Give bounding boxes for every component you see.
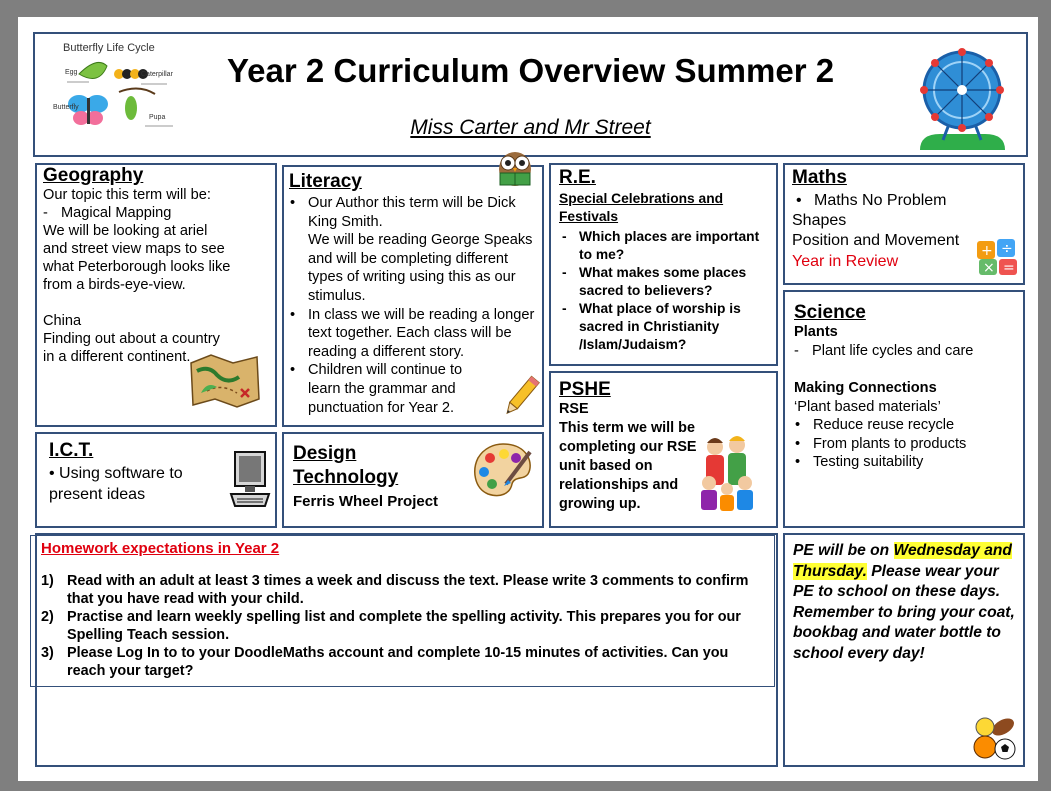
pshe-sub: RSE [559, 401, 589, 417]
ict-heading: I.C.T. [49, 440, 94, 461]
geography-china-line: Finding out about a country [43, 331, 220, 347]
homework-item: 3) Please Log In to to your DoodleMaths account and complete 10-15 minutes of activities. Can you reach your target? [41, 645, 729, 679]
homework-item: 1) Read with an adult at least 3 times a week and discuss the text. Please write 3 comments to confirm that you have read with your child. [41, 573, 749, 607]
pshe-box [549, 371, 778, 528]
pencil-icon [500, 373, 544, 426]
teacher-names: Miss Carter and Mr Street [410, 116, 651, 139]
computer-icon [229, 450, 271, 515]
geography-line: We will be looking at ariel [43, 223, 208, 239]
maths-box [783, 163, 1025, 285]
science-item: • Testing suitability [813, 453, 1020, 472]
science-quote: ‘Plant based materials’ [794, 399, 941, 415]
maths-line: Shapes [792, 212, 847, 229]
ict-bullet-row: • Using software to present ideas [49, 465, 183, 503]
literacy-item: • Our Author this term will be Dick King Smith. We will be reading George Speaks and will be completing different types of writing using this as our stimulus. [308, 194, 539, 306]
ict-bullet: Using software to present ideas [49, 465, 183, 503]
design-heading-1: Design [293, 443, 357, 464]
page-title: Year 2 Curriculum Overview Summer 2 [226, 52, 835, 89]
re-item: - Which places are important to me? [579, 228, 774, 264]
pe-prefix: PE will be on [793, 542, 894, 559]
re-box [549, 163, 778, 366]
lifecycle-pupa-label: Pupa [149, 114, 166, 121]
svg-text:=: = [1003, 260, 1015, 276]
science-heading: Science [794, 302, 866, 323]
family-group-icon [697, 433, 757, 520]
science-sub-plants: Plants [794, 324, 838, 340]
geography-topic-row: - Magical Mapping [43, 205, 172, 221]
science-sub-connections: Making Connections [794, 380, 937, 396]
re-item: - What place of worship is sacred in Christianity /Islam/Judaism? [579, 300, 774, 354]
pe-box [783, 533, 1025, 767]
maths-bullet: • Maths No Problem [814, 190, 1020, 211]
geography-china: China [43, 313, 82, 329]
pe-reminder: Remember to bring your coat, bookbag and water bottle to school every day! [793, 603, 1015, 662]
lifecycle-caterpillar-label: Caterpillar [141, 71, 173, 78]
lifecycle-butterfly-label: Butterfly [53, 104, 79, 111]
geography-line: from a birds-eye-view. [43, 277, 186, 293]
design-heading-2: Technology [293, 467, 399, 488]
ferris-wheel-icon [915, 42, 1010, 152]
homework-inner-box [30, 535, 775, 687]
header-box [33, 32, 1028, 157]
lifecycle-title: Butterfly Life Cycle [63, 42, 155, 54]
literacy-item: • In class we will be reading a longer text together. Each class will be reading a different story. [308, 306, 539, 362]
science-dash-item: - Plant life cycles and care [794, 343, 974, 359]
pe-message [793, 541, 1021, 603]
geography-line: and street view maps to see [43, 241, 225, 257]
literacy-box [282, 165, 544, 427]
geography-topic: Magical Mapping [61, 205, 172, 221]
literacy-heading: Literacy [289, 171, 362, 192]
maths-line: Position and Movement [792, 232, 960, 249]
owl-reading-icon [492, 147, 538, 194]
design-technology-box [282, 432, 544, 528]
science-box [783, 290, 1025, 528]
re-heading: R.E. [559, 167, 596, 188]
treasure-map-icon [187, 351, 262, 416]
literacy-item: • Children will continue to learn the grammar and punctuation for Year 2. [308, 361, 539, 417]
literacy-item-extra: We will be reading George Speaks and will be completing different types of writing using this as our stimulus. [308, 232, 533, 304]
re-item: - What makes some places sacred to believers? [579, 264, 774, 300]
homework-heading: Homework expectations in Year 2 [41, 540, 280, 557]
maths-heading: Maths [792, 167, 847, 188]
curriculum-sheet [18, 17, 1038, 781]
homework-item: 2) Practise and learn weekly spelling list and complete the spelling activity. This prepares you for our Spelling Teach session. [41, 609, 741, 643]
ict-box [35, 432, 277, 528]
geography-intro: Our topic this term will be: [43, 187, 211, 203]
science-item: • From plants to products [813, 435, 1020, 454]
sports-balls-icon [971, 713, 1019, 766]
maths-year-review: Year in Review [792, 253, 899, 270]
pe-rest: Please wear your PE to school on these days. [793, 562, 1001, 600]
geography-line: what Peterborough looks like [43, 259, 231, 275]
geography-china-line: in a different continent. [43, 349, 191, 365]
re-subheading: Special Celebrations and Festivals [559, 191, 724, 224]
svg-text:÷: ÷ [1001, 241, 1013, 257]
paint-palette-icon [470, 440, 536, 507]
svg-text:+: + [981, 243, 993, 259]
geography-box [35, 163, 277, 427]
science-item: • Reduce reuse recycle [813, 416, 1020, 435]
pshe-heading: PSHE [559, 379, 611, 400]
geography-heading: Geography [43, 165, 144, 186]
svg-text:×: × [983, 260, 995, 276]
lifecycle-egg-label: Egg [65, 69, 78, 76]
maths-symbols-icon [975, 237, 1019, 282]
design-project: Ferris Wheel Project [293, 493, 439, 510]
pe-days: Wednesday and Thursday. [793, 542, 1012, 580]
pshe-text: This term we will be completing our RSE unit based on relationships and growing up. [559, 420, 697, 512]
